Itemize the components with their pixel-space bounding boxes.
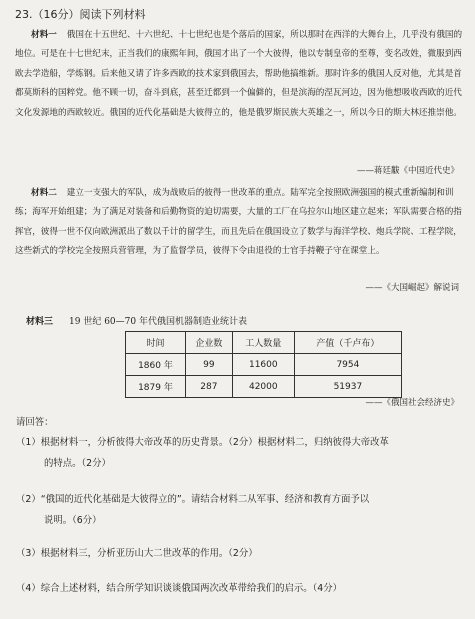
question-three: （3）根据材料三，分析亚历山大二世改革的作用。（2分） [16,548,258,559]
material-three-title: 19 世纪 60—70 年代俄国机器制造业统计表 [69,317,247,327]
answer-prompt: 请回答： [16,417,54,428]
table-cell: 42000 [232,376,294,398]
question-title: 23.（16分）阅读下列材料 [15,8,146,21]
table-cell: 7954 [294,354,401,376]
table-header-cell: 时间 [126,332,186,354]
material-one-label: 材料一 [31,30,57,40]
table-cell: 1879 年 [126,376,186,398]
question-two-line-two: 说明。（6分） [44,515,102,526]
question-one-line-one: （1）根据材料一，分析彼得大帝改革的历史背景。（2分）根据材料二，归纳彼得大帝改革 [16,437,389,448]
table-header-cell: 工人数量 [232,332,294,354]
table-header-cell: 企业数 [185,332,232,354]
table-cell: 287 [185,376,232,398]
material-two-source: ——《大国崛起》解说词 [365,283,459,293]
table-cell: 99 [185,354,232,376]
question-two-line-one: （2）“俄国的近代化基础是大彼得立的”。请结合材料二从军事、经济和教育方面予以 [16,494,370,505]
material-two-label: 材料二 [31,188,57,198]
table-header-row [126,332,402,354]
table-cell: 51937 [294,376,401,398]
material-one-source: ——蒋廷黻《中国近代史》 [356,166,459,176]
table-row [126,376,402,398]
table-header-cell: 产值（千卢布） [294,332,401,354]
table-row [126,354,402,376]
material-three-source: ——《俄国社会经济史》 [365,398,459,408]
material-three-heading [26,314,247,327]
question-four: （4）综合上述材料，结合所学知识谈谈俄国两次改革带给我们的启示。（4分） [16,583,342,594]
material-one-text: 俄国在十五世纪、十六世纪、十七世纪也是个落后的国家，所以那时在西洋的大舞台上，几乎没有俄国的地位。可是在十七世纪末，正当我们的康熙年间，俄国才出了一个大彼得，他以专制皇帝的至尊，变名改姓，微服到西欧去学造船，学炼钢。后来他又请了许多西欧的技术家到俄国去，帮助他搞维新。那时许多的俄国人反对他，尤其是首都莫斯科的国粹党。他不顾一切，奋斗到底，甚至迁都到一个偏僻的，但是滨海的涅瓦河边，因为他想吸收西欧的近代文化发源地的西欧较近。俄国的近代化基础是大彼得立的，他是俄罗斯民族大英雄之一，所以今日的斯大林还推崇他。 [15,30,463,118]
table-cell: 11600 [232,354,294,376]
table-cell: 1860 年 [126,354,186,376]
material-two-text: 建立一支强大的军队，成为战败后的彼得一世改革的重点。陆军完全按照欧洲强国的模式重新编制和训练；海军开始组建；为了满足对装备和后勤物资的迫切需要，大量的工厂在乌拉尔山地区建立起来；军队需要合格的指挥官，彼得一世不仅向欧洲派出了数以千计的留学生，而且先后在俄国设立了数学与海洋学校、炮兵学院、工程学院，这些新式的学校完全按照兵营管理，为了监督学员，彼得下令由退役的士官手持鞭子守在课堂上。 [15,188,462,257]
material-three-label: 材料三 [26,317,54,327]
machinery-statistics-table [125,331,402,398]
question-one-line-two: 的特点。（2分） [44,458,111,469]
material-two-paragraph [15,184,463,262]
material-one-paragraph [15,26,463,123]
